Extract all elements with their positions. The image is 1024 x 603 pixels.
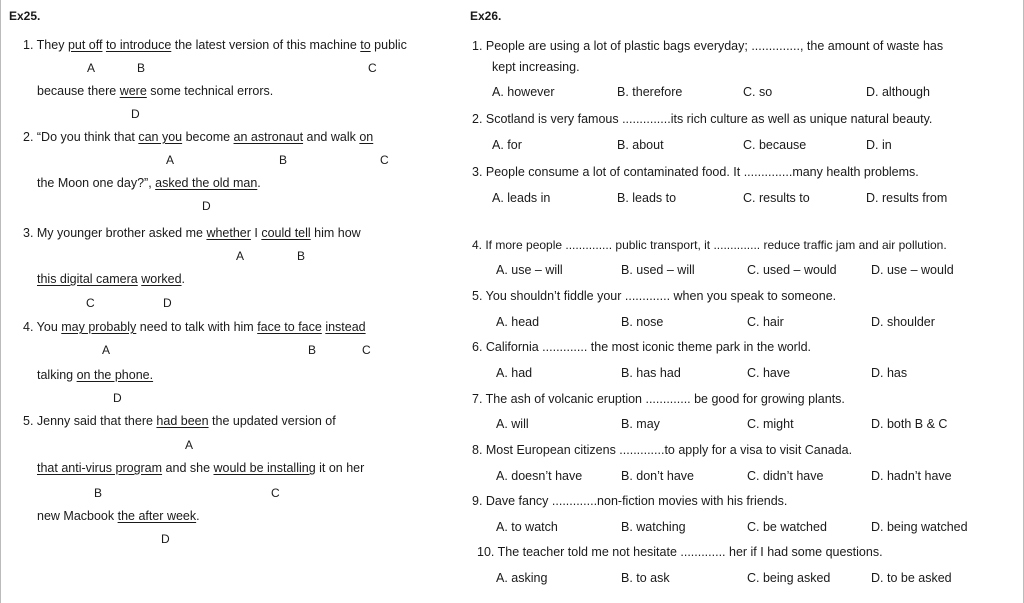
- ex25-q4-line2: talking on the phone.: [37, 368, 154, 382]
- ex25-q1-option-d: were: [119, 84, 147, 98]
- ex26-q1-option-a: A. however: [492, 85, 555, 99]
- ex26-q2-option-c: C. because: [743, 138, 807, 152]
- ex26-q3-option-c: C. results to: [743, 191, 810, 205]
- ex25-q2-label-d: D: [202, 199, 211, 213]
- ex25-q3-option-c: this digital camera: [37, 272, 138, 286]
- ex26-q2-option-d: D. in: [866, 138, 892, 152]
- ex26-q1-stem-cont: kept increasing.: [492, 60, 580, 74]
- ex25-q4-option-c: instead: [325, 320, 366, 334]
- ex25-q4-line1: 4. You may probably need to talk with him face to face instead: [23, 320, 366, 334]
- ex26-q8-option-d: D. hadn’t have: [871, 469, 952, 483]
- ex26-q2-option-a: A. for: [492, 138, 522, 152]
- ex25-q3-option-d: worked: [141, 272, 182, 286]
- ex25-q4-option-a: may probably: [61, 320, 137, 334]
- ex25-q2-option-c: on: [359, 130, 374, 144]
- ex25-q4-label-c: C: [362, 343, 371, 357]
- ex26-q7-option-b: B. may: [621, 417, 660, 431]
- ex25-q4-label-a: A: [102, 343, 111, 357]
- ex25-q5-label-b: B: [94, 486, 103, 500]
- ex26-q4-option-b: B. used – will: [621, 263, 695, 277]
- ex26-q4-option-c: C. used – would: [747, 263, 837, 277]
- ex25-q1-label-c: C: [368, 61, 377, 75]
- ex26-q3-option-b: B. leads to: [617, 191, 677, 205]
- ex25-q5-option-b: that anti-virus program: [37, 461, 163, 475]
- ex25-q2-option-d: asked the old man: [155, 176, 258, 190]
- ex26-q10-stem: 10. The teacher told me not hesitate ............. her if I had some questions.: [477, 545, 883, 559]
- ex25-q4-label-b: B: [308, 343, 317, 357]
- ex26-q7-option-c: C. might: [747, 417, 794, 431]
- ex26-q4-option-d: D. use – would: [871, 263, 954, 277]
- ex25-q1-option-c: to: [360, 38, 371, 52]
- ex25-q5-option-c: would be installing: [213, 461, 316, 475]
- ex26-q9-option-a: A. to watch: [496, 520, 558, 534]
- ex25-q5-option-d: the after week: [117, 509, 197, 523]
- ex25-q4-label-d: D: [113, 391, 122, 405]
- ex26-q4-stem: 4. If more people .............. public transport, it .............. reduce traffic jam and air pollution.: [472, 238, 947, 252]
- ex26-q1-option-c: C. so: [743, 85, 773, 99]
- ex25-q2-option-b: an astronaut: [233, 130, 304, 144]
- ex25-q3-label-b: B: [297, 249, 306, 263]
- ex25-q4-option-d: on the phone.: [76, 368, 154, 382]
- ex26-q6-option-a: A. had: [496, 366, 533, 380]
- ex26-q3-option-a: A. leads in: [492, 191, 551, 205]
- ex25-q3-label-c: C: [86, 296, 95, 310]
- ex26-q6-option-b: B. has had: [621, 366, 681, 380]
- ex26-q6-option-c: C. have: [747, 366, 791, 380]
- ex25-q3-label-a: A: [236, 249, 245, 263]
- ex25-q5-line3: new Macbook the after week.: [37, 509, 200, 523]
- ex26-q10-option-c: C. being asked: [747, 571, 831, 585]
- ex26-q6-stem: 6. California ............. the most iconic theme park in the world.: [472, 340, 812, 354]
- ex26-q7-option-a: A. will: [496, 417, 529, 431]
- ex25-q5-label-d: D: [161, 532, 170, 546]
- ex25-q2-label-c: C: [380, 153, 389, 167]
- ex26-q5-option-d: D. shoulder: [871, 315, 935, 329]
- ex26-q8-option-a: A. doesn’t have: [496, 469, 583, 483]
- ex26-column: [465, 0, 1024, 603]
- ex26-q1-option-b: B. therefore: [617, 85, 683, 99]
- ex26-q9-stem: 9. Dave fancy .............non-fiction movies with his friends.: [472, 494, 788, 508]
- ex25-q3-line1: 3. My younger brother asked me whether I could tell him how: [23, 226, 361, 240]
- ex25-q5-label-a: A: [185, 438, 194, 452]
- ex26-q5-option-a: A. head: [496, 315, 540, 329]
- ex25-q1-option-b: to introduce: [105, 38, 172, 52]
- ex25-q5-line1: 5. Jenny said that there had been the updated version of: [23, 414, 336, 428]
- ex26-q8-option-b: B. don’t have: [621, 469, 694, 483]
- ex25-q4-option-b: face to face: [257, 320, 322, 334]
- ex25-q2-line2: the Moon one day?”, asked the old man.: [37, 176, 261, 190]
- ex26-q9-option-c: C. be watched: [747, 520, 827, 534]
- ex25-q2-label-a: A: [166, 153, 175, 167]
- ex26-q1-stem: 1. People are using a lot of plastic bags everyday; .............., the amount of waste has: [472, 39, 944, 53]
- ex25-q5-line2: that anti-virus program and she would be installing it on her: [37, 461, 365, 475]
- ex26-q2-stem: 2. Scotland is very famous ..............its rich culture as well as unique natural beauty.: [472, 112, 933, 126]
- ex26-q6-option-d: D. has: [871, 366, 908, 380]
- ex26-q7-stem: 7. The ash of volcanic eruption ............. be good for growing plants.: [472, 392, 845, 406]
- ex26-q9-option-d: D. being watched: [871, 520, 968, 534]
- ex26-title: Ex26.: [470, 9, 502, 23]
- ex25-q1-line2: because there were some technical errors.: [37, 84, 274, 98]
- ex26-q10-option-d: D. to be asked: [871, 571, 952, 585]
- ex26-q5-option-c: C. hair: [747, 315, 784, 329]
- ex25-title: Ex25.: [9, 9, 41, 23]
- ex25-q2-option-a: can you: [138, 130, 183, 144]
- ex26-q1-option-d: D. although: [866, 85, 930, 99]
- ex25-q3-option-a: whether: [206, 226, 251, 240]
- ex25-q1-label-d: D: [131, 107, 140, 121]
- ex25-q1-line1: 1. They put off to introduce the latest version of this machine to public: [23, 38, 407, 52]
- ex26-q4-option-a: A. use – will: [496, 263, 563, 277]
- ex25-q5-option-a: had been: [156, 414, 209, 428]
- ex25-q1-label-a: A: [87, 61, 96, 75]
- ex25-q5-label-c: C: [271, 486, 280, 500]
- ex25-q1-label-b: B: [137, 61, 146, 75]
- ex26-q3-option-d: D. results from: [866, 191, 948, 205]
- ex26-q9-option-b: B. watching: [621, 520, 686, 534]
- ex26-q3-stem: 3. People consume a lot of contaminated food. It ..............many health problems.: [472, 165, 919, 179]
- ex26-q8-option-c: C. didn’t have: [747, 469, 824, 483]
- ex26-q7-option-d: D. both B & C: [871, 417, 948, 431]
- ex26-q2-option-b: B. about: [617, 138, 664, 152]
- ex25-q1-option-a: put off: [67, 38, 103, 52]
- ex26-q5-option-b: B. nose: [621, 315, 664, 329]
- ex26-q8-stem: 8. Most European citizens .............to apply for a visa to visit Canada.: [472, 443, 853, 457]
- ex25-q3-option-b: could tell: [261, 226, 311, 240]
- ex25-q2-line1: 2. “Do you think that can you become an astronaut and walk on: [23, 130, 374, 144]
- ex25-column: [1, 0, 461, 603]
- ex25-q2-label-b: B: [279, 153, 288, 167]
- ex26-q10-option-a: A. asking: [496, 571, 548, 585]
- ex25-q3-label-d: D: [163, 296, 172, 310]
- ex26-q5-stem: 5. You shouldn’t fiddle your ............. when you speak to someone.: [472, 289, 837, 303]
- ex26-q10-option-b: B. to ask: [621, 571, 670, 585]
- ex25-q3-line2: this digital camera worked.: [37, 272, 186, 286]
